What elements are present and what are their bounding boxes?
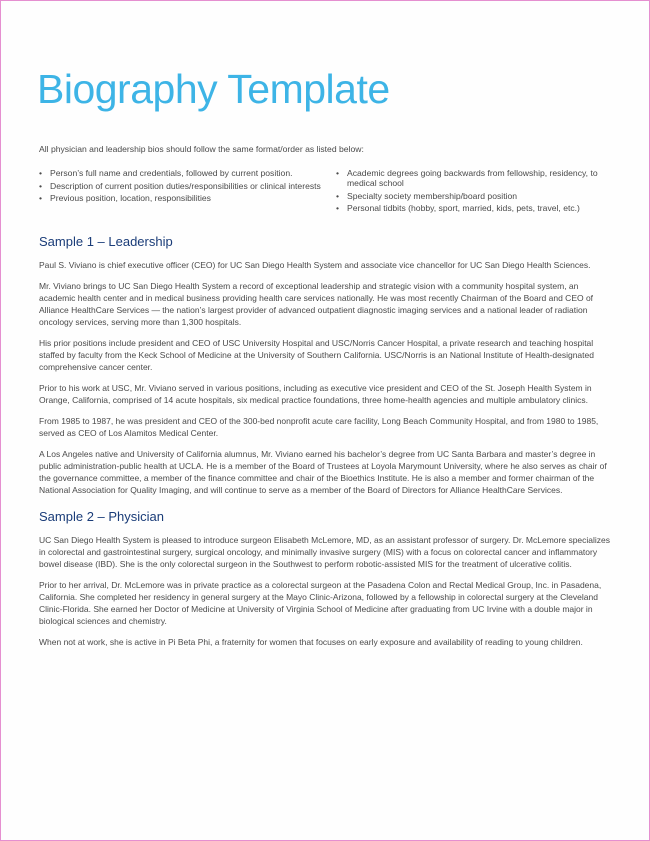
section-leadership	[39, 234, 615, 496]
format-bullets	[39, 168, 619, 216]
section-heading: Sample 2 – Physician	[39, 509, 165, 524]
paragraph: Prior to her arrival, Dr. McLemore was in private practice as a colorectal surgeon at the Pasadena Colon and Rectal Medical Group, Inc. in Pasadena, California. She completed her residency in general surgery at the Mayo Clinic-Arizona, followed by a fellowship in colorectal surgery at the Cleveland Clinic-Florida. She earned her Doctor of Medicine at University of Virginia School of Medicine after graduating from UC Irvine with a double major in biological sciences and chemistry.	[39, 580, 602, 626]
bullet-item: • Personal tidbits (hobby, sport, married, kids, pets, travel, etc.)	[336, 203, 619, 213]
paragraph: Paul S. Viviano is chief executive officer (CEO) for UC San Diego Health System and associate vice chancellor for UC San Diego Health Sciences.	[39, 260, 591, 270]
bullet-item: • Specialty society membership/board position	[336, 191, 619, 201]
paragraph: UC San Diego Health System is pleased to introduce surgeon Elisabeth McLemore, MD, as an assistant professor of surgery. Dr. McLemore specializes in colorectal and gastrointestinal surgery, surgical oncology, and minimally invasive surgery (MIS) with a focus on colorectal cancer and inflammatory bowel disease (IBD). She is the only colorectal surgeon in the Southwest to perform robotic-assisted MIS for the treatment of ulcerative colitis.	[39, 535, 611, 569]
page-title: Biography Template	[37, 66, 390, 112]
paragraph: His prior positions include president and CEO of USC University Hospital and USC/Norris Cancer Hospital, a private research and teaching hospital staffed by faculty from the Keck School of Medicine at the University of Southern California. USC/Norris is an National Institute of Health-designated comprehensive cancer center.	[39, 338, 594, 372]
document-body	[39, 234, 615, 657]
bullet-item: • Person’s full name and credentials, followed by current position.	[39, 168, 322, 178]
intro-text: All physician and leadership bios should follow the same format/order as listed below:	[39, 144, 364, 154]
bullet-item: • Description of current position duties/responsibilities or clinical interests	[39, 181, 322, 191]
paragraph: From 1985 to 1987, he was president and CEO of the 300-bed nonprofit acute care facility, Long Beach Community Hospital, and from 1980 to 1985, served as CEO of Los Alamitos Medical Center.	[39, 416, 599, 438]
bullet-list-right	[336, 168, 619, 216]
section-heading: Sample 1 – Leadership	[39, 234, 173, 249]
bullet-item: • Academic degrees going backwards from fellowship, residency, to medical school	[336, 168, 619, 188]
paragraph: When not at work, she is active in Pi Beta Phi, a fraternity for women that focuses on early exposure and availability of reading to young children.	[39, 637, 583, 647]
paragraph: Prior to his work at USC, Mr. Viviano served in various positions, including as executive vice president and CEO of the St. Joseph Health System in Orange, California, comprised of 14 acute hospitals, six medical practice foundations, three home-health agencies and multiple ambulatory clinics.	[39, 383, 592, 405]
section-physician	[39, 509, 615, 648]
bullet-item: • Previous position, location, responsibilities	[39, 193, 322, 203]
paragraph: Mr. Viviano brings to UC San Diego Health System a record of exceptional leadership and strategic vision with a community hospital system, an academic health center and in medical business providing health care services nationally. He was most recently Chairman of the Board and CEO of Alliance HealthCare Services — the nation’s largest provider of advanced outpatient diagnostic imaging services and a national leader of radiation oncology services, serving more than 1,300 hospitals.	[39, 281, 594, 327]
bullet-list-left	[39, 168, 322, 216]
paragraph: A Los Angeles native and University of California alumnus, Mr. Viviano earned his bachelor’s degree from UC Santa Barbara and master’s degree in public administration-public health at UCLA. He is a member of the Board of Trustees at Loyola Marymount University, where he also serves as chair of the governance committee, a member of the finance committee and chair of the Bioethics Institute. He is also a member and former chairman of the National Association for Quality Imaging, and will continue to serve as a member of the Board of Directors for Alliance HealthCare Services.	[39, 449, 607, 495]
